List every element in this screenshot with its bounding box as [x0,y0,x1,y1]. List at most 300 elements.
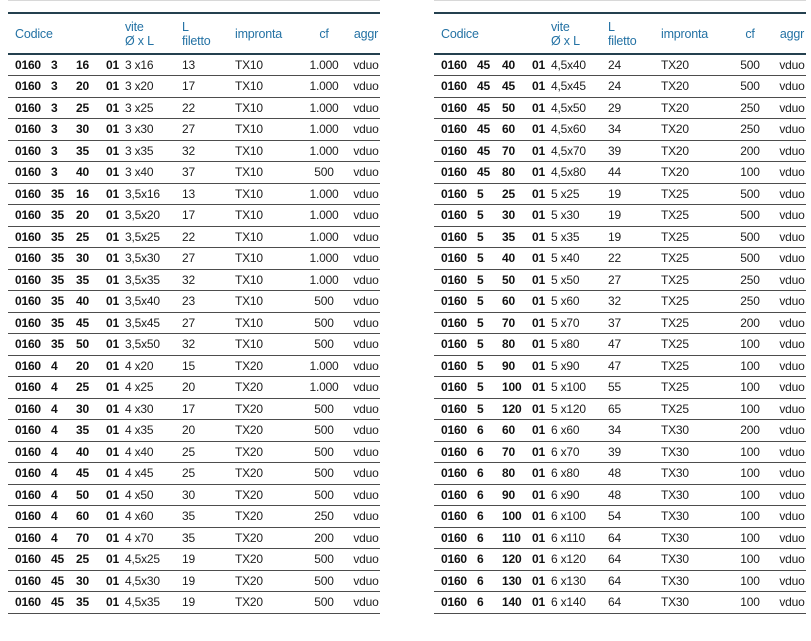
codice-part: 60 [76,509,89,524]
cf-cell: 1.000 [296,140,352,162]
codice-cell [8,119,125,141]
codice-part: 60 [502,294,515,309]
codice-part: 90 [502,358,515,373]
filetto-cell: 20 [182,420,235,442]
filetto-cell: 27 [182,248,235,270]
codice-part: 0160 [15,337,41,352]
codice-part: 01 [532,229,545,244]
codice-part: 60 [502,122,515,137]
codice-part: 0160 [441,208,467,223]
codice-part: 01 [532,573,545,588]
codice-part: 35 [76,143,89,158]
filetto-cell: 39 [608,140,661,162]
vite-cell: 3 x30 [125,119,182,141]
filetto-cell: 23 [182,291,235,313]
codice-cell [8,420,125,442]
vite-cell: 6 x140 [551,592,608,614]
codice-part: 45 [51,595,64,610]
aggr-cell: vduo [352,506,380,528]
codice-part: 0160 [15,552,41,567]
impronta-cell: TX10 [235,312,296,334]
codice-cell [434,140,551,162]
codice-cell [8,355,125,377]
table-row [434,463,806,485]
codice-cell [434,334,551,356]
impronta-cell: TX30 [661,463,722,485]
filetto-cell: 64 [608,527,661,549]
cf-cell: 500 [296,420,352,442]
codice-part: 01 [532,58,545,72]
vite-cell: 6 x100 [551,506,608,528]
col-header-filetto-line2: filetto [182,33,211,48]
codice-part: 01 [532,530,545,545]
codice-part: 25 [76,380,89,395]
aggr-cell: vduo [778,420,806,442]
table-row [8,291,380,313]
codice-part: 01 [532,401,545,416]
codice-part: 70 [502,315,515,330]
vite-cell: 4,5x70 [551,140,608,162]
codice-part: 5 [477,186,484,201]
codice-part: 0160 [441,294,467,309]
aggr-cell: vduo [352,570,380,592]
col-header-codice: Codice [434,13,551,54]
vite-cell: 4 x25 [125,377,182,399]
cf-cell: 1.000 [296,97,352,119]
col-header-aggr: aggr [778,13,806,54]
table-row [8,355,380,377]
table-row [8,269,380,291]
table-row [434,291,806,313]
codice-part: 4 [51,423,58,438]
cf-cell: 500 [296,398,352,420]
impronta-cell: TX20 [661,54,722,76]
table-row [8,76,380,98]
vite-cell: 4 x60 [125,506,182,528]
codice-part: 0160 [15,573,41,588]
codice-part: 3 [51,100,58,115]
filetto-cell: 19 [182,549,235,571]
codice-cell [8,527,125,549]
codice-part: 130 [502,573,522,588]
codice-part: 01 [532,595,545,610]
aggr-cell: vduo [352,441,380,463]
filetto-cell: 39 [608,441,661,463]
codice-part: 0160 [15,251,41,266]
col-header-filetto [608,13,661,54]
codice-part: 01 [532,186,545,201]
codice-part: 0160 [441,337,467,352]
codice-cell [8,162,125,184]
codice-cell [8,592,125,614]
impronta-cell: TX10 [235,162,296,184]
aggr-cell: vduo [778,97,806,119]
impronta-cell: TX10 [235,334,296,356]
table-row [434,312,806,334]
filetto-cell: 35 [182,506,235,528]
cf-cell: 100 [722,463,778,485]
codice-part: 0160 [441,143,467,158]
cf-cell: 1.000 [296,119,352,141]
table-row [434,398,806,420]
aggr-cell: vduo [778,140,806,162]
codice-part: 30 [76,251,89,266]
vite-cell: 5 x35 [551,226,608,248]
impronta-cell: TX10 [235,248,296,270]
codice-part: 50 [502,272,515,287]
cf-cell: 500 [722,76,778,98]
codice-part: 0160 [441,487,467,502]
codice-part: 0160 [15,143,41,158]
cf-cell: 1.000 [296,183,352,205]
codice-cell [8,398,125,420]
codice-part: 5 [477,337,484,352]
codice-part: 01 [106,595,119,610]
codice-part: 01 [532,100,545,115]
aggr-cell: vduo [352,97,380,119]
vite-cell: 4,5x50 [551,97,608,119]
vite-cell: 6 x70 [551,441,608,463]
cf-cell: 250 [722,97,778,119]
col-header-cf: cf [722,13,778,54]
impronta-cell: TX30 [661,441,722,463]
codice-part: 40 [76,294,89,309]
codice-cell [8,441,125,463]
codice-part: 25 [502,186,515,201]
aggr-cell: vduo [778,463,806,485]
codice-part: 45 [51,573,64,588]
impronta-cell: TX20 [235,527,296,549]
table-row [434,441,806,463]
vite-cell: 6 x80 [551,463,608,485]
impronta-cell: TX20 [661,162,722,184]
codice-part: 01 [532,122,545,137]
codice-part: 35 [51,272,64,287]
codice-part: 01 [532,251,545,266]
codice-part: 01 [106,294,119,309]
filetto-cell: 17 [182,398,235,420]
impronta-cell: TX25 [661,398,722,420]
codice-part: 100 [502,509,522,524]
codice-part: 0160 [441,58,467,72]
codice-part: 6 [477,552,484,567]
impronta-cell: TX25 [661,269,722,291]
vite-cell: 4 x45 [125,463,182,485]
aggr-cell: vduo [352,312,380,334]
aggr-cell: vduo [778,549,806,571]
filetto-cell: 15 [182,355,235,377]
codice-part: 0160 [15,58,41,72]
table-row [8,140,380,162]
impronta-cell: TX10 [235,76,296,98]
cf-cell: 1.000 [296,54,352,76]
codice-cell [434,97,551,119]
aggr-cell: vduo [352,140,380,162]
vite-cell: 3,5x45 [125,312,182,334]
aggr-cell: vduo [778,269,806,291]
codice-part: 35 [51,251,64,266]
table-row [434,54,806,76]
filetto-cell: 24 [608,54,661,76]
cf-cell: 250 [722,291,778,313]
cf-cell: 100 [722,398,778,420]
codice-cell [434,248,551,270]
col-header-filetto-line1: L [182,19,189,34]
table-row [8,592,380,614]
aggr-cell: vduo [352,592,380,614]
impronta-cell: TX25 [661,248,722,270]
vite-cell: 3 x35 [125,140,182,162]
table-row [8,527,380,549]
impronta-cell: TX20 [235,592,296,614]
vite-cell: 6 x120 [551,549,608,571]
vite-cell: 4,5x80 [551,162,608,184]
codice-part: 5 [477,294,484,309]
table-row [8,506,380,528]
codice-cell [434,205,551,227]
cf-cell: 500 [296,592,352,614]
col-header-vite [125,13,182,54]
codice-part: 40 [76,165,89,180]
impronta-cell: TX20 [235,549,296,571]
cf-cell: 250 [296,506,352,528]
left-table-body [8,54,380,613]
codice-part: 16 [76,186,89,201]
codice-part: 0160 [441,79,467,94]
cf-cell: 500 [296,549,352,571]
codice-part: 01 [106,358,119,373]
codice-cell [434,162,551,184]
codice-part: 110 [502,530,521,545]
codice-part: 0160 [441,573,467,588]
vite-cell: 4,5x40 [551,54,608,76]
filetto-cell: 19 [608,226,661,248]
codice-part: 80 [502,165,515,180]
vite-cell: 5 x60 [551,291,608,313]
table-row [434,248,806,270]
table-row [8,398,380,420]
aggr-cell: vduo [778,506,806,528]
impronta-cell: TX30 [661,592,722,614]
codice-part: 01 [106,208,119,223]
aggr-cell: vduo [778,76,806,98]
codice-part: 45 [502,79,515,94]
codice-part: 0160 [15,79,41,94]
cf-cell: 500 [722,54,778,76]
col-header-impronta: impronta [661,13,722,54]
codice-part: 0160 [15,487,41,502]
codice-part: 01 [106,315,119,330]
vite-cell: 4 x35 [125,420,182,442]
col-header-codice: Codice [8,13,125,54]
codice-part: 45 [477,165,490,180]
codice-part: 6 [477,595,484,610]
codice-cell [8,97,125,119]
aggr-cell: vduo [778,248,806,270]
codice-cell [434,226,551,248]
aggr-cell: vduo [352,183,380,205]
filetto-cell: 47 [608,334,661,356]
cf-cell: 1.000 [296,355,352,377]
filetto-cell: 24 [608,76,661,98]
codice-cell [434,355,551,377]
table-row [8,549,380,571]
codice-part: 0160 [15,530,41,545]
filetto-cell: 65 [608,398,661,420]
codice-part: 01 [106,530,119,545]
aggr-cell: vduo [352,205,380,227]
codice-part: 01 [106,165,119,180]
col-header-filetto-line2: filetto [608,33,637,48]
codice-part: 01 [532,552,545,567]
codice-part: 4 [51,487,58,502]
table-row [8,97,380,119]
cf-cell: 100 [722,355,778,377]
cf-cell: 100 [722,570,778,592]
aggr-cell: vduo [778,441,806,463]
codice-part: 01 [532,380,545,395]
table-row [434,162,806,184]
cf-cell: 100 [722,592,778,614]
aggr-cell: vduo [352,484,380,506]
codice-part: 50 [76,337,89,352]
vite-cell: 5 x90 [551,355,608,377]
filetto-cell: 20 [182,377,235,399]
cf-cell: 500 [722,183,778,205]
cf-cell: 1.000 [296,205,352,227]
impronta-cell: TX30 [661,506,722,528]
codice-part: 0160 [15,315,41,330]
codice-part: 01 [106,444,119,459]
vite-cell: 6 x110 [551,527,608,549]
codice-cell [8,377,125,399]
impronta-cell: TX20 [235,420,296,442]
cf-cell: 500 [722,226,778,248]
col-header-aggr: aggr [352,13,380,54]
codice-part: 01 [532,272,545,287]
table-row [8,183,380,205]
codice-cell [8,269,125,291]
codice-cell [434,484,551,506]
codice-part: 01 [532,358,545,373]
cf-cell: 200 [722,140,778,162]
table-row [434,119,806,141]
codice-cell [8,248,125,270]
codice-part: 6 [477,487,484,502]
codice-part: 35 [51,208,64,223]
table-row [8,54,380,76]
codice-cell [434,398,551,420]
filetto-cell: 19 [182,570,235,592]
cf-cell: 1.000 [296,248,352,270]
vite-cell: 4,5x25 [125,549,182,571]
codice-part: 0160 [15,229,41,244]
codice-part: 0160 [441,444,467,459]
codice-part: 45 [76,466,89,481]
codice-cell [434,119,551,141]
filetto-cell: 35 [182,527,235,549]
filetto-cell: 34 [608,420,661,442]
impronta-cell: TX10 [235,140,296,162]
filetto-cell: 25 [182,463,235,485]
cf-cell: 1.000 [296,269,352,291]
codice-part: 6 [477,423,484,438]
codice-part: 45 [477,58,490,72]
codice-part: 120 [502,552,522,567]
table-row [434,549,806,571]
aggr-cell: vduo [778,205,806,227]
impronta-cell: TX20 [235,463,296,485]
col-header-filetto [182,13,235,54]
aggr-cell: vduo [778,334,806,356]
codice-part: 6 [477,530,484,545]
col-header-vite-line2: Ø x L [125,33,154,48]
codice-part: 01 [532,466,545,481]
cf-cell: 500 [296,463,352,485]
codice-part: 35 [51,294,64,309]
codice-part: 0160 [441,186,467,201]
header-row [8,13,380,54]
codice-part: 01 [106,58,119,72]
codice-cell [434,76,551,98]
cf-cell: 100 [722,549,778,571]
codice-part: 35 [502,229,515,244]
aggr-cell: vduo [352,162,380,184]
codice-part: 6 [477,466,484,481]
filetto-cell: 37 [608,312,661,334]
codice-part: 30 [502,208,515,223]
codice-cell [434,549,551,571]
filetto-cell: 30 [182,484,235,506]
filetto-cell: 55 [608,377,661,399]
codice-part: 0160 [441,380,467,395]
table-row [8,441,380,463]
vite-cell: 3,5x30 [125,248,182,270]
cf-cell: 100 [722,484,778,506]
aggr-cell: vduo [352,119,380,141]
codice-part: 01 [532,315,545,330]
impronta-cell: TX30 [661,484,722,506]
vite-cell: 6 x60 [551,420,608,442]
codice-cell [8,463,125,485]
codice-part: 60 [502,423,515,438]
codice-part: 0160 [15,380,41,395]
filetto-cell: 64 [608,570,661,592]
codice-part: 0160 [15,509,41,524]
codice-part: 01 [106,272,119,287]
table-row [434,183,806,205]
codice-part: 01 [106,509,119,524]
codice-part: 0160 [441,229,467,244]
codice-part: 01 [106,423,119,438]
codice-part: 0160 [441,530,467,545]
codice-part: 4 [51,358,58,373]
vite-cell: 4 x40 [125,441,182,463]
aggr-cell: vduo [352,226,380,248]
filetto-cell: 29 [608,97,661,119]
codice-part: 70 [502,143,515,158]
impronta-cell: TX20 [661,140,722,162]
impronta-cell: TX30 [661,549,722,571]
filetto-cell: 44 [608,162,661,184]
codice-part: 0160 [15,100,41,115]
filetto-cell: 32 [182,140,235,162]
codice-cell [8,312,125,334]
table-row [8,119,380,141]
codice-part: 01 [532,337,545,352]
cf-cell: 200 [296,527,352,549]
aggr-cell: vduo [352,377,380,399]
